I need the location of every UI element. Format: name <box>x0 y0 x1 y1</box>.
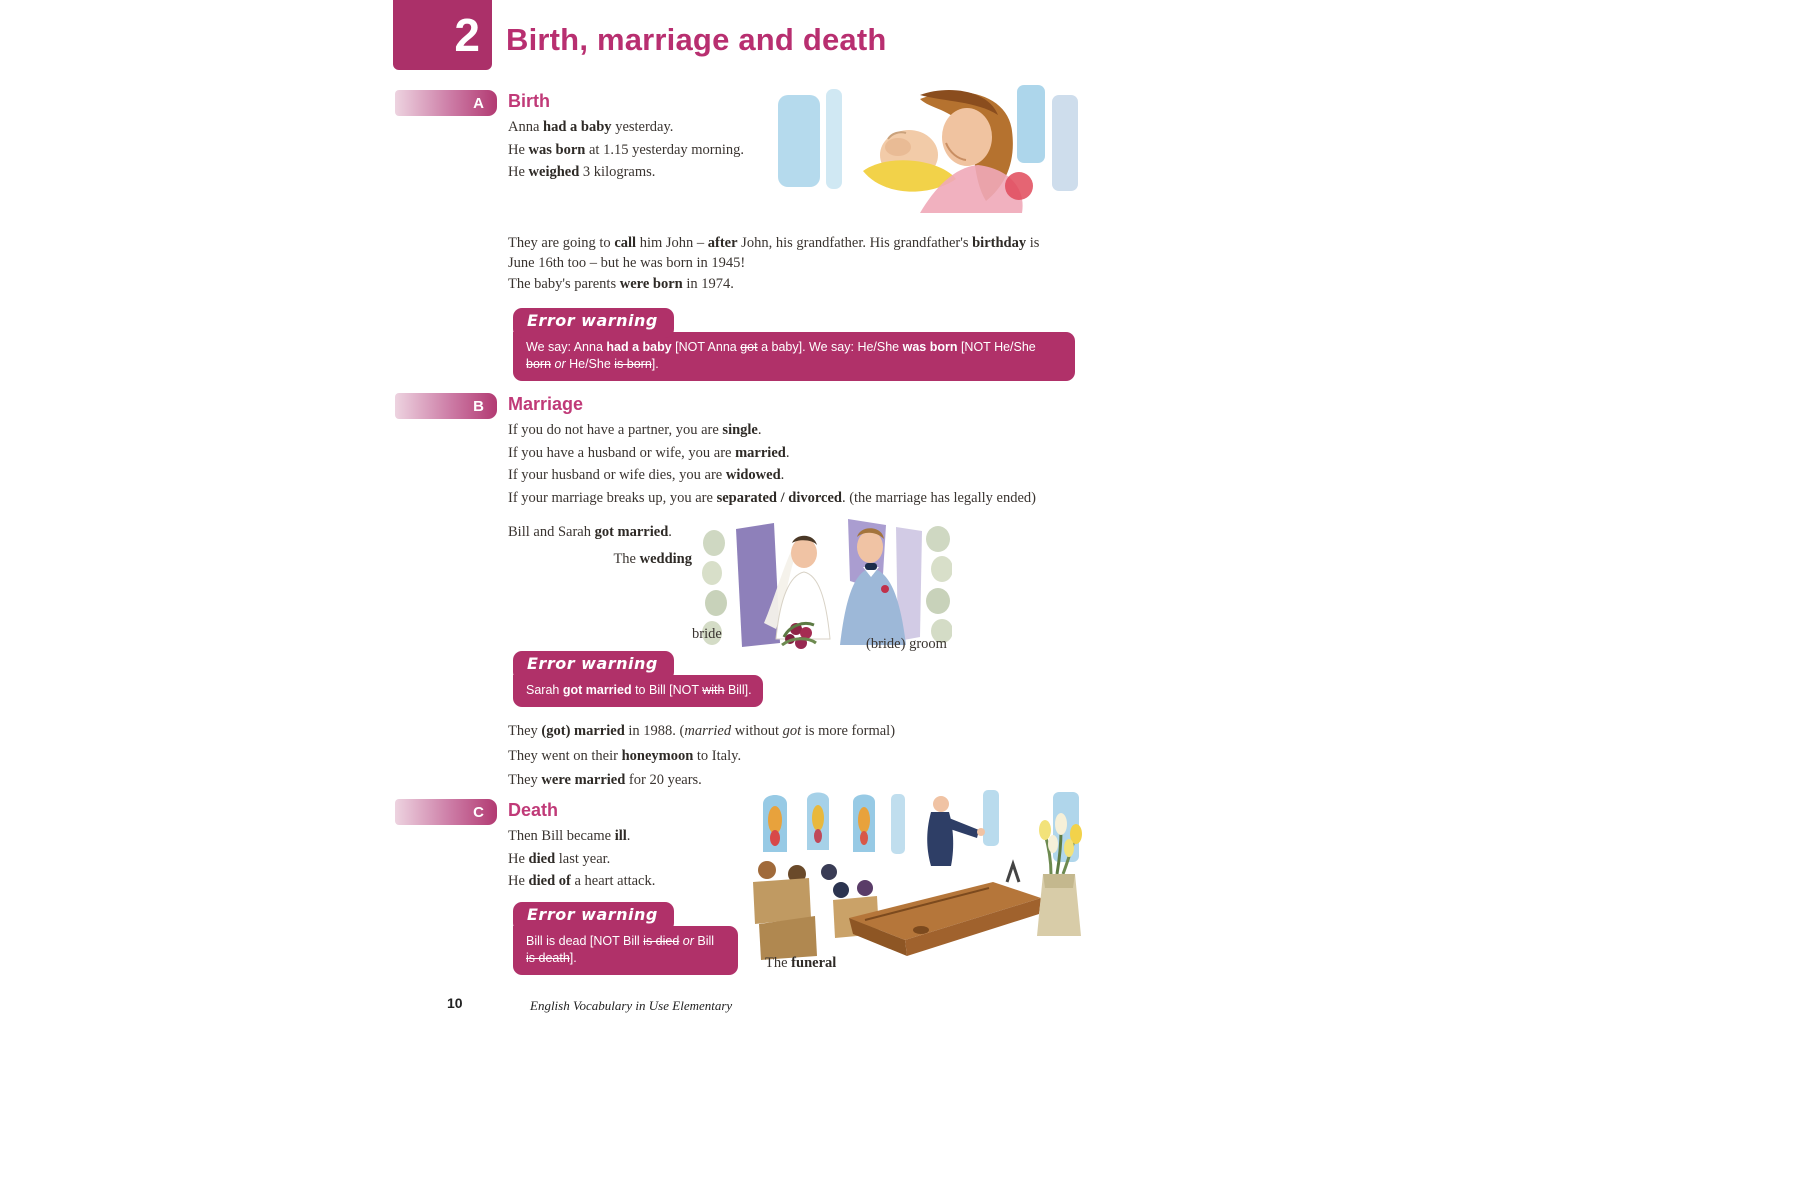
unit-number: 2 <box>454 9 480 61</box>
funeral-illustration <box>745 786 1090 966</box>
section-heading-death: Death <box>508 800 559 820</box>
section-heading-birth: Birth <box>508 91 550 111</box>
text-line: Then Bill became ill. <box>508 828 631 844</box>
section-c-lines <box>508 825 655 893</box>
section-tab-b <box>395 393 497 419</box>
funeral-label: The funeral <box>765 955 837 971</box>
error-warning-text: Bill is dead [NOT Bill is died or Bill is death]. <box>526 934 715 965</box>
section-b-after-lines <box>508 719 895 793</box>
text-line: If you do not have a partner, you are single. <box>508 422 762 438</box>
mother-and-baby-illustration <box>770 83 1090 220</box>
priest-figure <box>927 796 985 866</box>
error-warning-tab: Error warning <box>513 651 674 681</box>
error-warning-b <box>513 651 763 707</box>
error-warning-text: Sarah got married to Bill [NOT with Bill]. <box>526 683 752 697</box>
text-line: If your marriage breaks up, you are separated / divorced. (the marriage has legally ended) <box>508 489 1037 506</box>
section-b-lines <box>508 419 1036 509</box>
error-warning-tab: Error warning <box>513 902 674 932</box>
section-letter-c: C <box>473 803 484 821</box>
section-tab-c <box>395 799 497 825</box>
error-warning-box <box>513 926 738 975</box>
text-line: Anna had a baby yesterday. <box>508 119 674 135</box>
unit-number-box <box>393 0 492 70</box>
page-number: 10 <box>447 995 463 1011</box>
book-title: English Vocabulary in Use Elementary <box>530 998 733 1013</box>
text-line: He died of a heart attack. <box>508 873 656 889</box>
error-warning-box <box>513 332 1075 381</box>
error-warning-c <box>513 902 738 975</box>
wedding-label: The wedding <box>613 551 692 567</box>
paragraph-john: They are going to call him John – after John, his grandfather. His grandfather's birthday is June 16th too – but he was born in 1945! <box>508 235 1040 271</box>
congregation-pews <box>753 861 879 960</box>
text-line: If you have a husband or wife, you are married. <box>508 444 790 461</box>
text-line: They (got) married in 1988. (married without got is more formal) <box>508 723 896 739</box>
text-line: If your husband or wife dies, you are widowed. <box>508 467 785 483</box>
error-warning-a <box>513 308 1075 381</box>
section-a-lines <box>508 116 744 184</box>
stained-glass-windows <box>763 790 1079 862</box>
flowers-and-vase <box>1037 813 1082 936</box>
text-line: He weighed 3 kilograms. <box>508 164 656 180</box>
coffin <box>849 864 1041 956</box>
section-letter-a: A <box>473 94 484 112</box>
error-warning-tab: Error warning <box>513 308 674 338</box>
text-line: They were married for 20 years. <box>508 772 702 788</box>
section-letter-b: B <box>473 397 484 415</box>
text-line: They went on their honeymoon to Italy. <box>508 747 742 764</box>
error-warning-text: We say: Anna had a baby [NOT Anna got a baby]. We say: He/She was born [NOT He/She born or He/She is born]. <box>526 340 1036 371</box>
page-title: Birth, marriage and death <box>506 22 887 57</box>
paragraph-parents: The baby's parents were born in 1974. <box>508 276 734 292</box>
text-line: He was born at 1.15 yesterday morning. <box>508 141 745 158</box>
got-married-line: Bill and Sarah got married. <box>508 524 672 540</box>
bride-label: bride <box>692 626 722 642</box>
section-heading-marriage: Marriage <box>508 394 584 414</box>
groom-label: (bride) groom <box>866 636 947 652</box>
text-line: He died last year. <box>508 850 611 867</box>
section-tab-a <box>395 90 497 116</box>
